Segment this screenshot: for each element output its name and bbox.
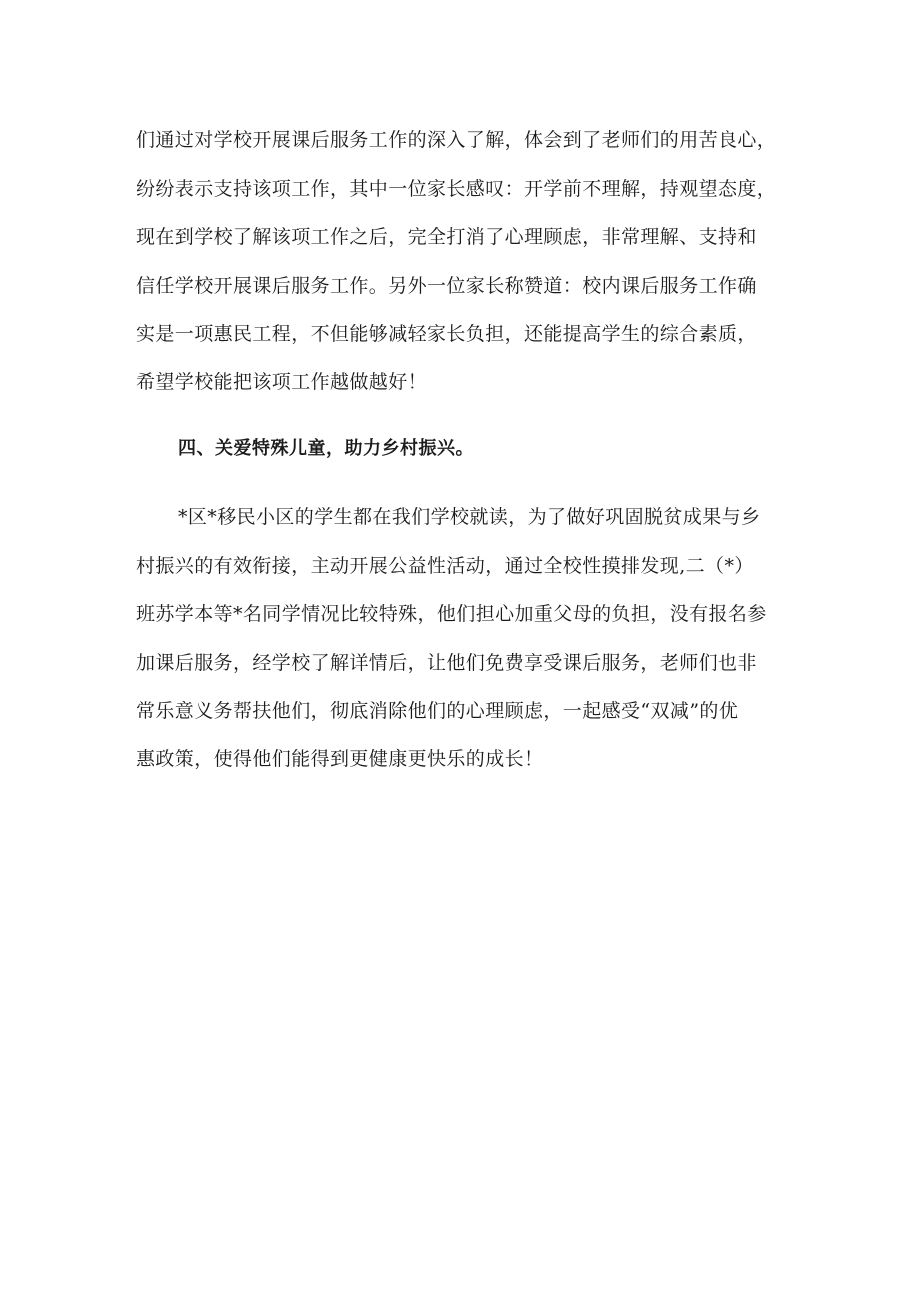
paragraph-line: 村振兴的有效衔接，主动开展公益性活动，通过全校性摸排发现,二（*） — [136, 555, 754, 577]
paragraph-line: 纷纷表示支持该项工作，其中一位家长感叹：开学前不理解，持观望态度， — [136, 178, 777, 200]
paragraph-line: 常乐意义务帮扶他们，彻底消除他们的心理顾虑，一起感受“双减”的优 — [136, 700, 739, 722]
paragraph-line: 信任学校开展课后服务工作。另外一位家长称赞道：校内课后服务工作确 — [136, 275, 757, 297]
paragraph-line: 现在到学校了解该项工作之后，完全打消了心理顾虑，非常理解、支持和 — [136, 226, 757, 248]
paragraph-line: 班苏学本等*名同学情况比较特殊，他们担心加重父母的负担，没有报名参 — [136, 603, 767, 625]
paragraph-line: *区*移民小区的学生都在我们学校就读，为了做好巩固脱贫成果与乡 — [178, 506, 761, 528]
section-heading: 四、关爱特殊儿童，助力乡村振兴。 — [178, 438, 474, 459]
paragraph-line: 加课后服务，经学校了解详情后，让他们免费享受课后服务，老师们也非 — [136, 652, 757, 674]
paragraph-line: 们通过对学校开展课后服务工作的深入了解，体会到了老师们的用苦良心， — [136, 129, 777, 151]
paragraph-line: 希望学校能把该项工作越做越好！ — [136, 371, 428, 393]
paragraph-line: 实是一项惠民工程，不但能够减轻家长负担，还能提高学生的综合素质， — [136, 323, 757, 345]
paragraph-line: 惠政策，使得他们能得到更健康更快乐的成长！ — [136, 748, 544, 770]
